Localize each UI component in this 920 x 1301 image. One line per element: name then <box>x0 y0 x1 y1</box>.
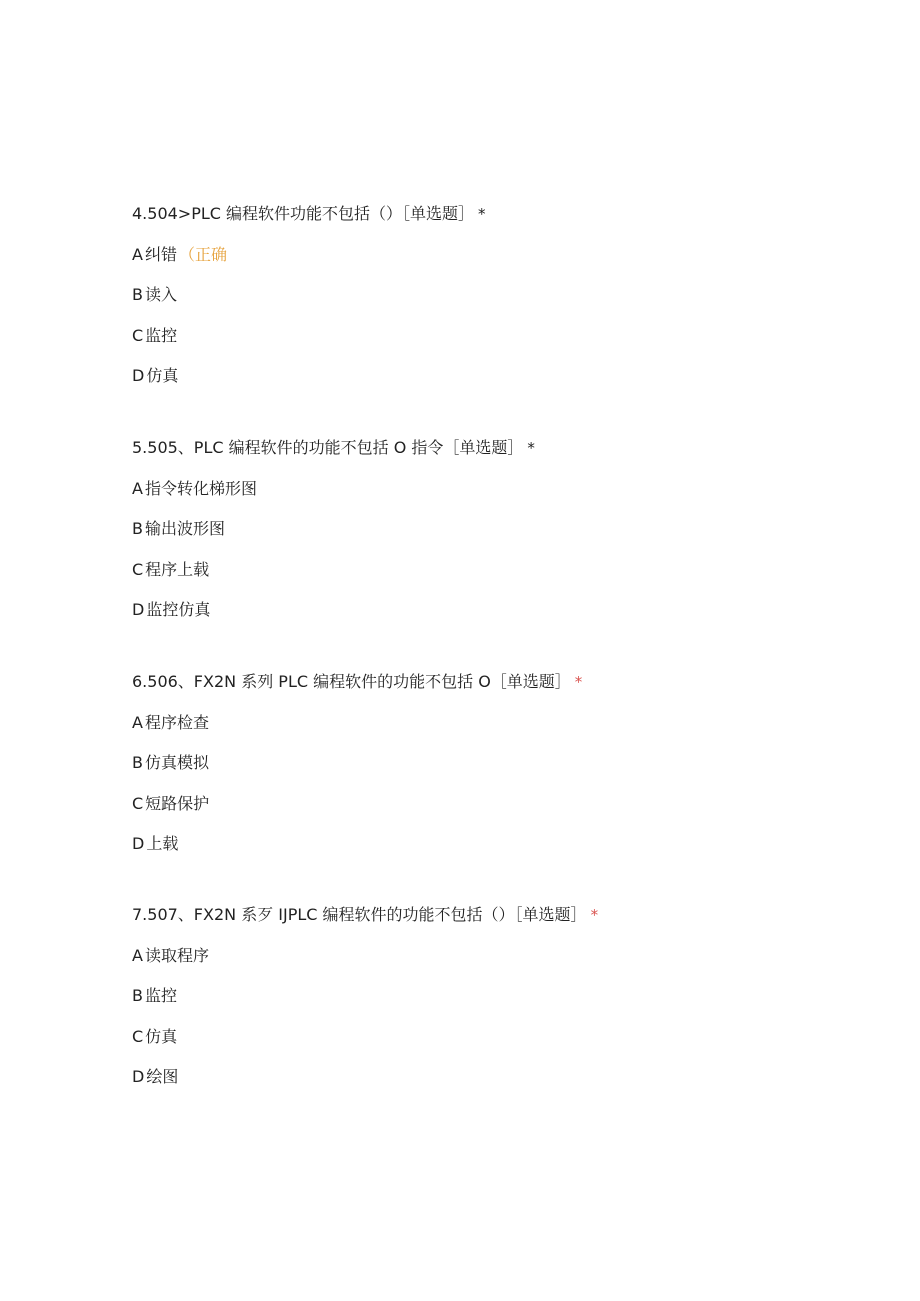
question-title <box>132 670 832 694</box>
question-text: 7.507、FX2N 系歹 IJPLC 编程软件的功能不包括（）［单选题］ <box>132 905 587 924</box>
question-6 <box>132 670 832 856</box>
option-text: 程序检查 <box>144 712 209 732</box>
question-7 <box>132 903 832 1089</box>
option-letter: B <box>132 285 143 305</box>
required-mark: * <box>527 439 535 457</box>
question-text: 5.505、PLC 编程软件的功能不包括 O 指令［单选题］ <box>132 438 524 457</box>
question-title <box>132 202 832 226</box>
required-mark: * <box>478 205 486 223</box>
question-5 <box>132 436 832 622</box>
option-text: 输出波形图 <box>144 519 225 539</box>
question-4 <box>132 202 832 388</box>
option-c <box>132 792 832 816</box>
question-text: 6.506、FX2N 系列 PLC 编程软件的功能不包括 O［单选题］ <box>132 672 571 691</box>
option-letter: D <box>132 834 145 854</box>
option-text: 监控 <box>145 325 178 345</box>
option-a <box>132 477 832 501</box>
required-mark: * <box>590 906 599 924</box>
option-b <box>132 751 832 775</box>
option-c <box>132 558 832 582</box>
option-text: 纠错 <box>144 244 177 264</box>
option-text: 仿真 <box>145 1026 178 1046</box>
option-text: 短路保护 <box>145 793 210 813</box>
option-letter: D <box>132 600 145 620</box>
option-text: 读取程序 <box>144 945 209 965</box>
option-b <box>132 517 832 541</box>
option-b <box>132 283 832 307</box>
option-text: 读入 <box>144 285 177 305</box>
required-mark: * <box>574 673 583 691</box>
option-d <box>132 832 832 856</box>
option-letter: B <box>132 986 143 1006</box>
option-letter: D <box>132 366 145 386</box>
option-text: 绘图 <box>146 1067 179 1087</box>
question-text: 4.504>PLC 编程软件功能不包括（）［单选题］ <box>132 204 475 223</box>
option-text: 监控 <box>144 986 177 1006</box>
question-title <box>132 903 832 927</box>
option-text: 仿真模拟 <box>144 753 209 773</box>
option-letter: C <box>132 1026 144 1046</box>
option-text: 监控仿真 <box>146 600 211 620</box>
option-b <box>132 984 832 1008</box>
option-letter: C <box>132 793 144 813</box>
option-c <box>132 324 832 348</box>
option-letter: A <box>132 478 143 498</box>
option-letter: B <box>132 519 143 539</box>
option-letter: D <box>132 1067 145 1087</box>
question-title <box>132 436 832 460</box>
option-a <box>132 944 832 968</box>
option-d <box>132 1065 832 1089</box>
option-letter: A <box>132 945 143 965</box>
correct-answer-tag: （正确 <box>178 244 227 264</box>
option-a <box>132 711 832 735</box>
option-c <box>132 1025 832 1049</box>
option-text: 上载 <box>146 834 179 854</box>
option-a <box>132 243 832 267</box>
option-text: 仿真 <box>146 366 179 386</box>
option-text: 程序上载 <box>145 559 210 579</box>
option-d <box>132 598 832 622</box>
option-letter: C <box>132 559 144 579</box>
option-text: 指令转化梯形图 <box>144 478 257 498</box>
option-letter: A <box>132 712 143 732</box>
option-letter: C <box>132 325 144 345</box>
option-letter: A <box>132 244 143 264</box>
option-letter: B <box>132 753 143 773</box>
option-d <box>132 364 832 388</box>
